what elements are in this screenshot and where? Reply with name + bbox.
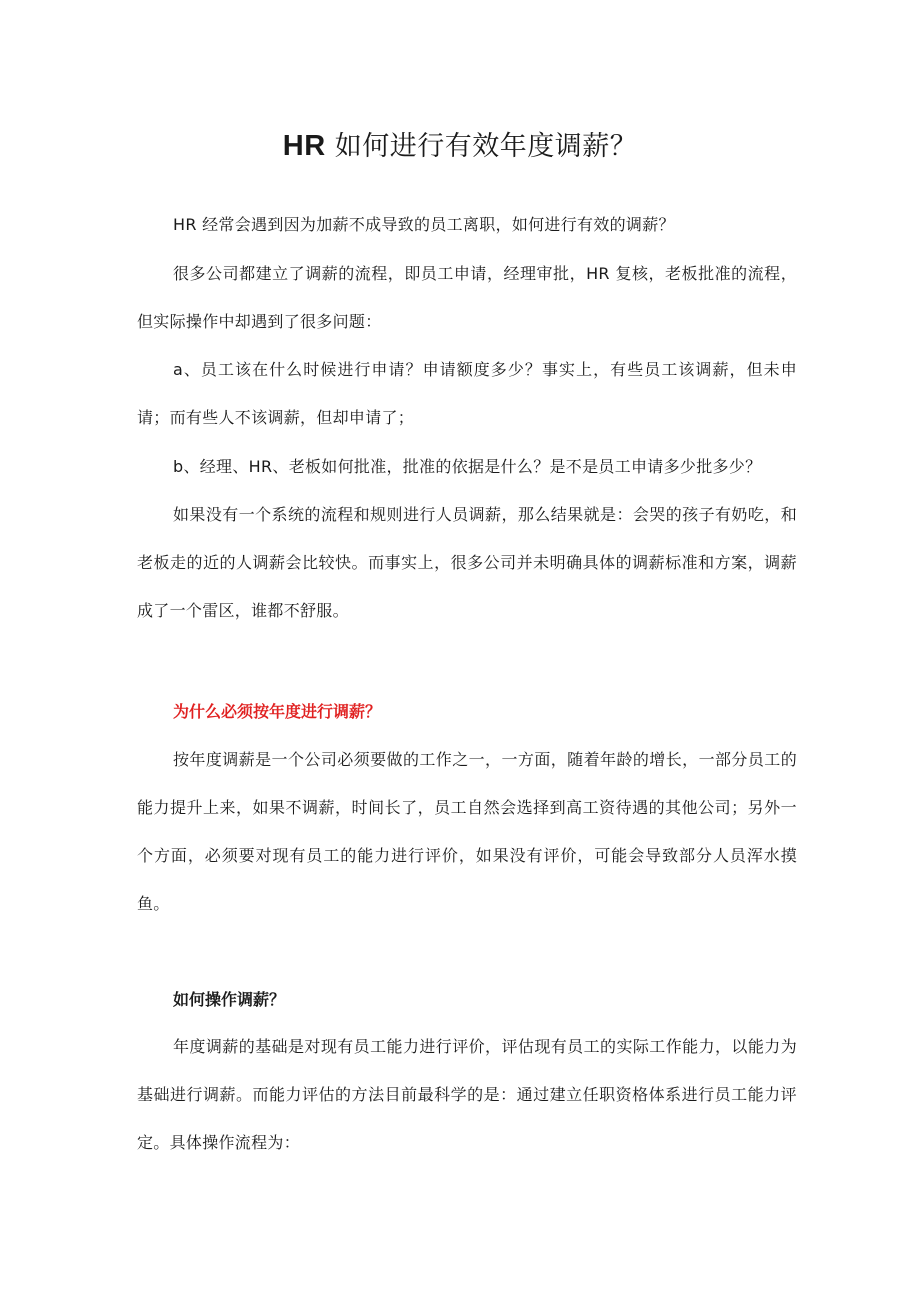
intro-paragraph-3: a、员工该在什么时候进行申请？申请额度多少？事实上，有些员工该调薪，但未申请；而有些人不该调薪，但却申请了； [137, 360, 797, 427]
title-rest: 如何进行有效年度调薪？ [325, 131, 638, 162]
document-title [0, 126, 920, 167]
section-heading-why: 为什么必须按年度进行调薪？ [173, 702, 382, 721]
intro-paragraph-1: HR 经常会遇到因为加薪不成导致的员工离职，如何进行有效的调薪？ [173, 215, 675, 234]
intro-paragraph-4: b、经理、HR、老板如何批准，批准的依据是什么？是不是员工申请多少批多少？ [173, 457, 762, 476]
intro-paragraph-5: 如果没有一个系统的流程和规则进行人员调薪，那么结果就是：会哭的孩子有奶吃，和老板走的近的人调薪会比较快。而事实上，很多公司并未明确具体的调薪标准和方案，调薪成了一个雷区，谁都不舒服。 [137, 505, 797, 620]
section-body-why: 按年度调薪是一个公司必须要做的工作之一，一方面，随着年龄的增长，一部分员工的能力提升上来，如果不调薪，时间长了，员工自然会选择到高工资待遇的其他公司；另外一个方面，必须要对现有员工的能力进行评价，如果没有评价，可能会导致部分人员浑水摸鱼。 [137, 750, 797, 913]
section-heading-how: 如何操作调薪？ [173, 990, 286, 1009]
intro-paragraph-2: 很多公司都建立了调薪的流程，即员工申请，经理审批，HR 复核，老板批准的流程，但实际操作中却遇到了很多问题： [137, 264, 797, 331]
section-body-how: 年度调薪的基础是对现有员工能力进行评价，评估现有员工的实际工作能力，以能力为基础进行调薪。而能力评估的方法目前最科学的是：通过建立任职资格体系进行员工能力评定。具体操作流程为： [137, 1037, 797, 1152]
title-prefix: HR [282, 130, 326, 162]
